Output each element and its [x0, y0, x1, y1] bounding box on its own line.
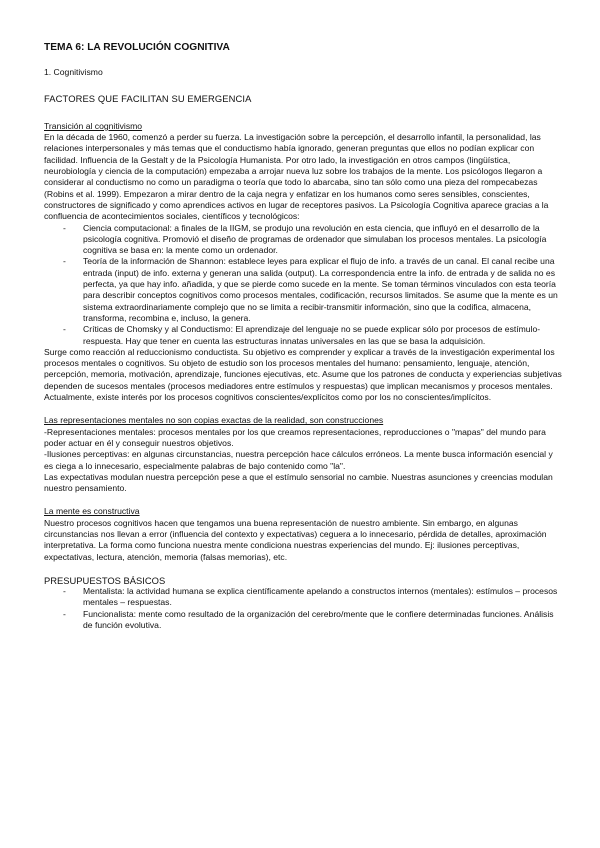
subheading-transicion: Transición al cognitivismo: [44, 120, 143, 131]
document-subtitle: 1. Cognitivismo: [44, 67, 103, 78]
representations-line: Las expectativas modulan nuestra percepción pese a que el estímulo sensorial no cambie. Nuestras asunciones y creencias modulan nuestro pensamiento.: [44, 471, 553, 494]
transition-list: [44, 223, 564, 347]
subheading-representaciones: Las representaciones mentales no son copias exactas de la realidad, son construcciones: [44, 415, 384, 426]
list-item: - Críticas de Chomsky y al Conductismo: El aprendizaje del lenguaje no se puede explicar sólo por procesos de estímulo-respuesta. Hay que tener en cuenta las estructuras innatas universales en las que se basa la adquisición.: [63, 324, 564, 347]
constructive-section: [44, 506, 564, 562]
list-item: - Teoría de la información de Shannon: establece leyes para explicar el flujo de info. a través de un canal. El canal recibe una entrada (input) de info. externa y generan una salida (output). La correspondencia entre la info. de entrada y de salida no es perfecta, ya que hay info. añadida, y que se pierde como sucede en la mente. Se toman términos vinculados con esta teoría para describir conceptos cognitivos como procesos mentales, codificación, recursos limitados. Se asume que la mente es un sistema extraordinariamente complejo que no se limita a recibir-transmitir información, sino que la codifica, almacena, transforma, recombina e, incluso, la genera.: [63, 256, 564, 324]
presupuestos-list: [44, 586, 564, 631]
list-item: - Ciencia computacional: a finales de la IIGM, se produjo una revolución en esta ciencia, que influyó en el desarrollo de la psicología cognitiva. Promovió el diseño de programas de ordenador que simulaban los procesos mentales. La psicología cognitiva se basa en: la mente como un ordenador.: [63, 223, 564, 257]
representations-section: [44, 415, 564, 494]
representations-line: -Ilusiones perceptivas: en algunas circunstancias, nuestra percepción hace cálculos erróneos. La mente busca información esencial y es ciega a lo innecesario, especialmente palabras de bajo contenido como "la".: [44, 449, 553, 471]
transition-outro-paragraph: Surge como reacción al reduccionismo conductista. Su objetivo es comprender y explicar a través de la investigación experimental los procesos mentales o cognitivos. Su objeto de estudio son los procesos mentales del humano: pensamiento, lenguaje, atención, percepción, memoria, motivación, aprendizaje, funciones ejecutivas, etc. Asume que los patrones de conducta y experiencias subjetivas dependen de sucesos mentales (procesos mediadores entre estímulos y respuestas) que implican mecanismos y procesos mentales. Actualmente, existe interés por los procesos cognitivos conscientes/explícitos como por los no conscientes/implícitos.: [44, 346, 562, 403]
transition-intro-paragraph: En la década de 1960, comenzó a perder su fuerza. La investigación sobre la percepción, el desarrollo infantil, la personalidad, las relaciones interpersonales y más temas que el conductismo había ignorado, generan preguntas que ellos no podían explicar con facilidad. Influencia de la Gestalt y de la Psicología Humanista. Por otro lado, la investigación en otros campos (lingüística, neurobiología y ciencia de la computación) empezaba a arrojar nueva luz sobre los trabajos de la mente. Los psicólogos llegaron a considerar al conductismo no como un paradigma o teoría que todo lo abarcaba, sino tan sólo como una pieza del rompecabezas (Robins et al. 1999). Empezaron a mirar dentro de la caja negra y enfatizar en los humanos como seres sensibles, conscientes, constructores de significado y como aprendices activos en lugar de receptores pasivos. La Psicología Cognitiva aparece gracias a la confluencia de acontecimientos sociales, científicos y tecnológicos:: [44, 132, 549, 222]
subheading-mente-constructiva: La mente es constructiva: [44, 506, 140, 517]
section-heading-factores: FACTORES QUE FACILITAN SU EMERGENCIA: [44, 92, 252, 104]
constructive-paragraph: Nuestro procesos cognitivos hacen que tengamos una buena representación de nuestro ambiente. Sin embargo, en algunas circunstancias nos llevan a error (influencia del contexto y expectativas) ceguera a lo innecesario, pérdida de detalles, aproximación interpretativa. La forma como funciona nuestra mente condiciona nuestras experiencias del mundo. Ej: ilusiones perceptivas, expectativas, lectura, atención, memoria (falsas memorias), etc.: [44, 517, 547, 562]
transition-section: [44, 121, 564, 403]
document-title: TEMA 6: LA REVOLUCIÓN COGNITIVA: [44, 42, 230, 53]
presupuestos-section: [44, 575, 564, 631]
list-item: - Mentalista: la actividad humana se explica científicamente apelando a constructos internos (mentales): estímulos – procesos mentales – respuestas.: [63, 586, 564, 609]
list-item: - Funcionalista: mente como resultado de la organización del cerebro/mente que le confiere determinadas funciones. Análisis de función evolutiva.: [63, 609, 564, 632]
section-heading-presupuestos: PRESUPUESTOS BÁSICOS: [44, 574, 166, 586]
representations-line: -Representaciones mentales: procesos mentales por los que creamos representaciones, reproducciones o "mapas" del mundo para poder actuar en él y conseguir nuestros objetivos.: [44, 426, 546, 448]
